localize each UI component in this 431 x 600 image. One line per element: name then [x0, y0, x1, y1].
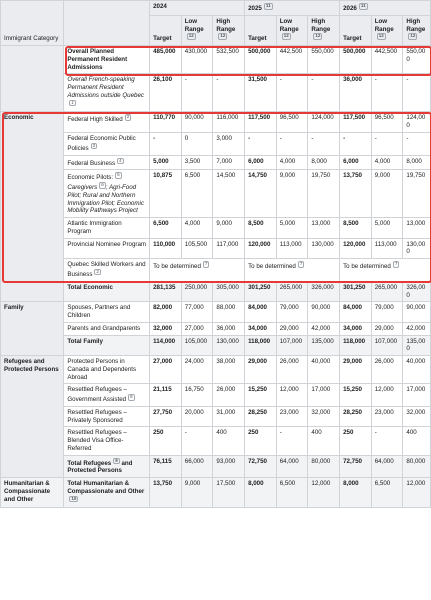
- target-label: Target: [248, 35, 267, 43]
- high-range-value: 326,000: [403, 281, 431, 302]
- low-range-value: -: [181, 74, 213, 112]
- target-value: 34,000: [340, 322, 372, 335]
- high-range-value: 19,750: [403, 170, 431, 218]
- footnote-ref[interactable]: 10: [71, 495, 77, 501]
- high-range-value: 130,000: [403, 238, 431, 259]
- footnote-ref[interactable]: 5: [117, 172, 120, 178]
- high-range-value: 17,000: [403, 384, 431, 407]
- footnote-ref[interactable]: 3: [92, 142, 96, 148]
- target-value: 301,250: [245, 281, 277, 302]
- table-row: [1, 74, 431, 112]
- low-range-value: 107,000: [276, 335, 308, 356]
- low-range-value: 96,500: [371, 112, 403, 133]
- high-range-value: 40,000: [403, 356, 431, 384]
- target-value: 301,250: [340, 281, 372, 302]
- high-range-value: 80,000: [308, 455, 340, 478]
- high-range-value: -: [403, 132, 431, 155]
- low-range-value: 113,000: [371, 238, 403, 259]
- program-cell: [64, 478, 150, 508]
- program-label: Resettled Refugees – Blended Visa Office-Referred: [67, 429, 127, 452]
- program-cell: [64, 112, 150, 133]
- low-range-value: 26,000: [371, 356, 403, 384]
- program-cell: [64, 259, 150, 282]
- target-value: 36,000: [340, 74, 372, 112]
- target-value: 10,875: [150, 170, 182, 218]
- high-range-value: 9,000: [213, 218, 245, 239]
- high-range-value: 14,500: [213, 170, 245, 218]
- target-value: 6,500: [150, 218, 182, 239]
- low-range-value: 4,000: [181, 218, 213, 239]
- tbd-label: To be determined: [153, 263, 201, 271]
- low-range-value: 27,000: [181, 322, 213, 335]
- program-cell: [64, 155, 150, 170]
- low-range-value: 9,000: [276, 170, 308, 218]
- high-range-value: 13,000: [308, 218, 340, 239]
- target-value: 110,000: [150, 238, 182, 259]
- target-value: 6,000: [245, 155, 277, 170]
- high-range-value: 135,000: [403, 335, 431, 356]
- target-value: 110,770: [150, 112, 182, 133]
- high-range-header: [308, 15, 340, 45]
- to-be-determined-cell: [245, 259, 340, 282]
- program-label: Total Economic: [67, 283, 113, 291]
- program-label: Parents and Grandparents: [67, 324, 141, 332]
- target-value: 32,000: [150, 322, 182, 335]
- footnote-ref[interactable]: 11: [360, 3, 366, 8]
- high-range-value: 32,000: [403, 406, 431, 427]
- table-row: [1, 170, 431, 218]
- high-range-value: 38,000: [213, 356, 245, 384]
- footnote-ref[interactable]: 12: [378, 33, 384, 39]
- program-cell: [64, 322, 150, 335]
- low-range-value: -: [371, 74, 403, 112]
- low-range-value: -: [276, 74, 308, 112]
- footnote-ref[interactable]: 7: [299, 261, 303, 267]
- low-range-value: 12,000: [371, 384, 403, 407]
- target-value: 485,000: [150, 46, 182, 74]
- high-range-label: High Range: [311, 17, 331, 33]
- program-label: Protected Persons in Canada and Dependents Abroad: [67, 358, 137, 381]
- low-range-value: 250,000: [181, 281, 213, 302]
- high-range-value: 117,000: [213, 238, 245, 259]
- program-label: Federal Economic Public Policies: [67, 134, 136, 152]
- program-label: Federal Business: [67, 159, 116, 167]
- program-cell: [64, 218, 150, 239]
- high-range-value: 550,000: [403, 46, 431, 74]
- total-row: [1, 455, 431, 478]
- program-cell: [64, 302, 150, 323]
- high-range-label: High Range: [216, 17, 236, 33]
- high-range-value: -: [308, 132, 340, 155]
- target-value: 84,000: [340, 302, 372, 323]
- low-range-label: Low Range: [184, 17, 204, 33]
- footnote-ref[interactable]: 12: [315, 33, 321, 39]
- high-range-header: [403, 15, 431, 45]
- low-range-value: 16,750: [181, 384, 213, 407]
- low-range-value: 12,000: [276, 384, 308, 407]
- high-range-value: 400: [308, 427, 340, 455]
- high-range-value: 90,000: [403, 302, 431, 323]
- high-range-value: 12,000: [403, 478, 431, 508]
- low-range-value: 442,500: [371, 46, 403, 74]
- to-be-determined-cell: [340, 259, 431, 282]
- program-cell: [64, 238, 150, 259]
- program-cell: [64, 455, 150, 478]
- target-value: 72,750: [245, 455, 277, 478]
- low-range-value: 64,000: [276, 455, 308, 478]
- low-range-value: 6,500: [371, 478, 403, 508]
- high-range-value: 550,000: [308, 46, 340, 74]
- target-value: 76,115: [150, 455, 182, 478]
- low-range-value: 29,000: [276, 322, 308, 335]
- target-value: 13,750: [340, 170, 372, 218]
- footnote-ref[interactable]: 11: [265, 3, 271, 8]
- table-row: [1, 238, 431, 259]
- low-range-header: [181, 15, 213, 45]
- high-range-value: 42,000: [308, 322, 340, 335]
- high-range-value: 130,000: [308, 238, 340, 259]
- program-cell: [64, 46, 150, 74]
- total-row: [1, 478, 431, 508]
- high-range-value: 93,000: [213, 455, 245, 478]
- low-range-value: 265,000: [371, 281, 403, 302]
- low-range-value: 4,000: [276, 155, 308, 170]
- program-label: Resettled Refugees – Government Assisted: [67, 386, 127, 404]
- high-range-value: 7,000: [213, 155, 245, 170]
- low-range-value: 26,000: [276, 356, 308, 384]
- target-value: 8,000: [245, 478, 277, 508]
- table-row: [1, 427, 431, 455]
- target-header: [245, 15, 277, 45]
- high-range-header: [213, 15, 245, 45]
- high-range-value: 17,000: [308, 384, 340, 407]
- total-row: [1, 335, 431, 356]
- low-range-label: Low Range: [374, 17, 394, 33]
- target-value: 15,250: [245, 384, 277, 407]
- footnote-ref[interactable]: 2: [126, 114, 130, 120]
- table-row: [1, 259, 431, 282]
- table-row: [1, 218, 431, 239]
- category-header: Immigrant Category: [1, 1, 64, 46]
- program-label: Total Refugees: [67, 459, 112, 467]
- year-header-2025: [245, 1, 340, 16]
- program-label: Total Family: [67, 337, 103, 345]
- low-range-value: 77,000: [181, 302, 213, 323]
- low-range-value: -: [181, 427, 213, 455]
- program-label: Overall French-speaking Permanent Resident Admissions outside Quebec: [67, 76, 145, 99]
- low-range-value: 5,000: [371, 218, 403, 239]
- target-value: -: [150, 132, 182, 155]
- category-cell: Humanitarian & Compassionate and Other: [1, 478, 64, 508]
- high-range-value: 130,000: [213, 335, 245, 356]
- high-range-value: 8,000: [308, 155, 340, 170]
- target-value: 8,500: [340, 218, 372, 239]
- high-range-label: High Range: [406, 17, 426, 33]
- table-row: [1, 132, 431, 155]
- program-cell: [64, 356, 150, 384]
- high-range-value: 400: [213, 427, 245, 455]
- table-row: [1, 46, 431, 74]
- program-cell: [64, 281, 150, 302]
- low-range-value: 107,000: [371, 335, 403, 356]
- program-cell: [64, 170, 150, 218]
- low-range-value: 4,000: [371, 155, 403, 170]
- low-range-value: 90,000: [181, 112, 213, 133]
- header-row-years: [1, 1, 431, 16]
- year-label: 2025: [248, 5, 262, 13]
- low-range-value: 79,000: [371, 302, 403, 323]
- program-label: Economic Pilots:: [67, 174, 114, 182]
- target-value: 250: [245, 427, 277, 455]
- year-label: 2024: [153, 3, 167, 10]
- high-range-value: -: [308, 74, 340, 112]
- program-cell: [64, 406, 150, 427]
- footnote-ref[interactable]: 12: [283, 33, 289, 39]
- low-range-value: 79,000: [276, 302, 308, 323]
- footnote-ref[interactable]: 9: [115, 457, 118, 463]
- program-label: Quebec Skilled Workers and Business: [67, 261, 146, 278]
- low-range-header: [371, 15, 403, 45]
- low-range-value: -: [371, 132, 403, 155]
- program-label: Atlantic Immigration Program: [67, 220, 122, 235]
- footnote-ref[interactable]: 7: [394, 261, 398, 267]
- program-label: Spouses, Partners and Children: [67, 304, 131, 319]
- low-range-value: 9,000: [181, 478, 213, 508]
- category-cell: Refugees and Protected Persons: [1, 356, 64, 478]
- target-value: 31,500: [245, 74, 277, 112]
- program-sublabel: Caregivers: [67, 184, 98, 192]
- footnote-ref[interactable]: 8: [130, 394, 133, 399]
- high-range-value: -: [213, 74, 245, 112]
- table-row: [1, 356, 431, 384]
- target-value: 27,000: [150, 356, 182, 384]
- program-label: Federal High Skilled: [67, 116, 123, 124]
- low-range-value: 265,000: [276, 281, 308, 302]
- target-value: 15,250: [340, 384, 372, 407]
- target-value: 28,250: [340, 406, 372, 427]
- target-value: 500,000: [245, 46, 277, 74]
- high-range-value: 124,000: [403, 112, 431, 133]
- high-range-value: 135,000: [308, 335, 340, 356]
- low-range-value: 66,000: [181, 455, 213, 478]
- low-range-value: 3,500: [181, 155, 213, 170]
- high-range-value: 3,000: [213, 132, 245, 155]
- target-value: 14,750: [245, 170, 277, 218]
- low-range-value: -: [371, 427, 403, 455]
- high-range-value: -: [403, 74, 431, 112]
- high-range-value: 12,000: [308, 478, 340, 508]
- target-value: 117,500: [245, 112, 277, 133]
- program-label-tail: and Protected Persons: [67, 459, 133, 475]
- low-range-value: 29,000: [371, 322, 403, 335]
- year-header-2026: [340, 1, 431, 16]
- table-row: [1, 112, 431, 133]
- table-row: [1, 384, 431, 407]
- category-cell: [1, 46, 64, 112]
- low-range-value: 430,000: [181, 46, 213, 74]
- year-label: 2026: [343, 5, 357, 13]
- target-value: 29,000: [245, 356, 277, 384]
- target-header: [150, 15, 182, 45]
- target-value: 72,750: [340, 455, 372, 478]
- target-value: 28,250: [245, 406, 277, 427]
- low-range-value: 105,500: [181, 238, 213, 259]
- high-range-value: 80,000: [403, 455, 431, 478]
- high-range-value: 88,000: [213, 302, 245, 323]
- target-value: 120,000: [245, 238, 277, 259]
- program-label: Overall Planned Permanent Resident Admissions: [67, 48, 128, 71]
- target-value: -: [340, 132, 372, 155]
- target-value: 117,500: [340, 112, 372, 133]
- target-value: 118,000: [340, 335, 372, 356]
- program-label: Resettled Refugees – Privately Sponsored: [67, 408, 127, 424]
- footnote-ref[interactable]: 12: [220, 33, 226, 39]
- program-header: [64, 1, 150, 46]
- high-range-value: 32,000: [308, 406, 340, 427]
- program-label-tail: ; Agri-Food Pilot; Rural and Northern Immigration Pilot; Economic Mobility Pathways Project: [67, 184, 144, 215]
- program-cell: [64, 132, 150, 155]
- tbd-label: To be determined: [343, 263, 391, 271]
- target-value: 118,000: [245, 335, 277, 356]
- target-value: 34,000: [245, 322, 277, 335]
- high-range-value: 13,000: [403, 218, 431, 239]
- footnote-ref[interactable]: 1: [71, 99, 74, 105]
- high-range-value: 90,000: [308, 302, 340, 323]
- target-value: 26,100: [150, 74, 182, 112]
- low-range-value: 23,000: [371, 406, 403, 427]
- high-range-value: 17,500: [213, 478, 245, 508]
- program-cell: [64, 427, 150, 455]
- program-label: Total Humanitarian & Compassionate and Other: [67, 480, 145, 495]
- target-value: 29,000: [340, 356, 372, 384]
- low-range-value: 64,000: [371, 455, 403, 478]
- high-range-value: 326,000: [308, 281, 340, 302]
- low-range-value: 0: [181, 132, 213, 155]
- target-value: 281,135: [150, 281, 182, 302]
- low-range-value: 442,500: [276, 46, 308, 74]
- program-cell: [64, 384, 150, 407]
- high-range-value: 305,000: [213, 281, 245, 302]
- table-row: [1, 406, 431, 427]
- target-value: 13,750: [150, 478, 182, 508]
- footnote-ref[interactable]: 12: [410, 33, 416, 39]
- high-range-value: 400: [403, 427, 431, 455]
- to-be-determined-cell: [150, 259, 245, 282]
- target-value: 250: [340, 427, 372, 455]
- footnote-ref[interactable]: 7: [204, 261, 208, 267]
- low-range-value: 23,000: [276, 406, 308, 427]
- high-range-value: 124,000: [308, 112, 340, 133]
- low-range-value: 5,000: [276, 218, 308, 239]
- high-range-value: 8,000: [403, 155, 431, 170]
- low-range-header: [276, 15, 308, 45]
- target-value: 8,500: [245, 218, 277, 239]
- year-header-2024: [150, 1, 245, 16]
- table-body: [1, 46, 431, 508]
- target-value: 250: [150, 427, 182, 455]
- high-range-value: 36,000: [213, 322, 245, 335]
- target-header: [340, 15, 372, 45]
- high-range-value: 19,750: [308, 170, 340, 218]
- low-range-value: -: [276, 132, 308, 155]
- footnote-ref[interactable]: 12: [188, 33, 194, 39]
- tbd-label: To be determined: [248, 263, 296, 271]
- footnote-ref[interactable]: 6: [101, 182, 104, 188]
- table-row: [1, 302, 431, 323]
- target-value: 84,000: [245, 302, 277, 323]
- low-range-value: 24,000: [181, 356, 213, 384]
- low-range-value: 6,500: [181, 170, 213, 218]
- target-value: 120,000: [340, 238, 372, 259]
- program-cell: [64, 335, 150, 356]
- target-value: 82,000: [150, 302, 182, 323]
- target-label: Target: [343, 35, 362, 43]
- low-range-value: 9,000: [371, 170, 403, 218]
- target-value: 21,115: [150, 384, 182, 407]
- footnote-ref[interactable]: 4: [119, 157, 122, 163]
- program-label: Provincial Nominee Program: [67, 240, 147, 248]
- low-range-label: Low Range: [279, 17, 299, 33]
- target-value: 8,000: [340, 478, 372, 508]
- low-range-value: 20,000: [181, 406, 213, 427]
- low-range-value: 113,000: [276, 238, 308, 259]
- table-row: [1, 155, 431, 170]
- target-value: 5,000: [150, 155, 182, 170]
- high-range-value: 31,000: [213, 406, 245, 427]
- total-row: [1, 281, 431, 302]
- high-range-value: 42,000: [403, 322, 431, 335]
- target-value: 500,000: [340, 46, 372, 74]
- footnote-ref[interactable]: 2: [96, 268, 99, 274]
- target-value: -: [245, 132, 277, 155]
- low-range-value: 105,000: [181, 335, 213, 356]
- high-range-value: 532,500: [213, 46, 245, 74]
- low-range-value: -: [276, 427, 308, 455]
- category-cell: Economic: [1, 112, 64, 302]
- high-range-value: 40,000: [308, 356, 340, 384]
- low-range-value: 6,500: [276, 478, 308, 508]
- target-value: 27,750: [150, 406, 182, 427]
- category-cell: Family: [1, 302, 64, 356]
- low-range-value: 96,500: [276, 112, 308, 133]
- program-cell: [64, 74, 150, 112]
- high-range-value: 116,000: [213, 112, 245, 133]
- high-range-value: 26,000: [213, 384, 245, 407]
- target-value: 6,000: [340, 155, 372, 170]
- target-value: 114,000: [150, 335, 182, 356]
- target-label: Target: [153, 35, 172, 43]
- table-row: [1, 322, 431, 335]
